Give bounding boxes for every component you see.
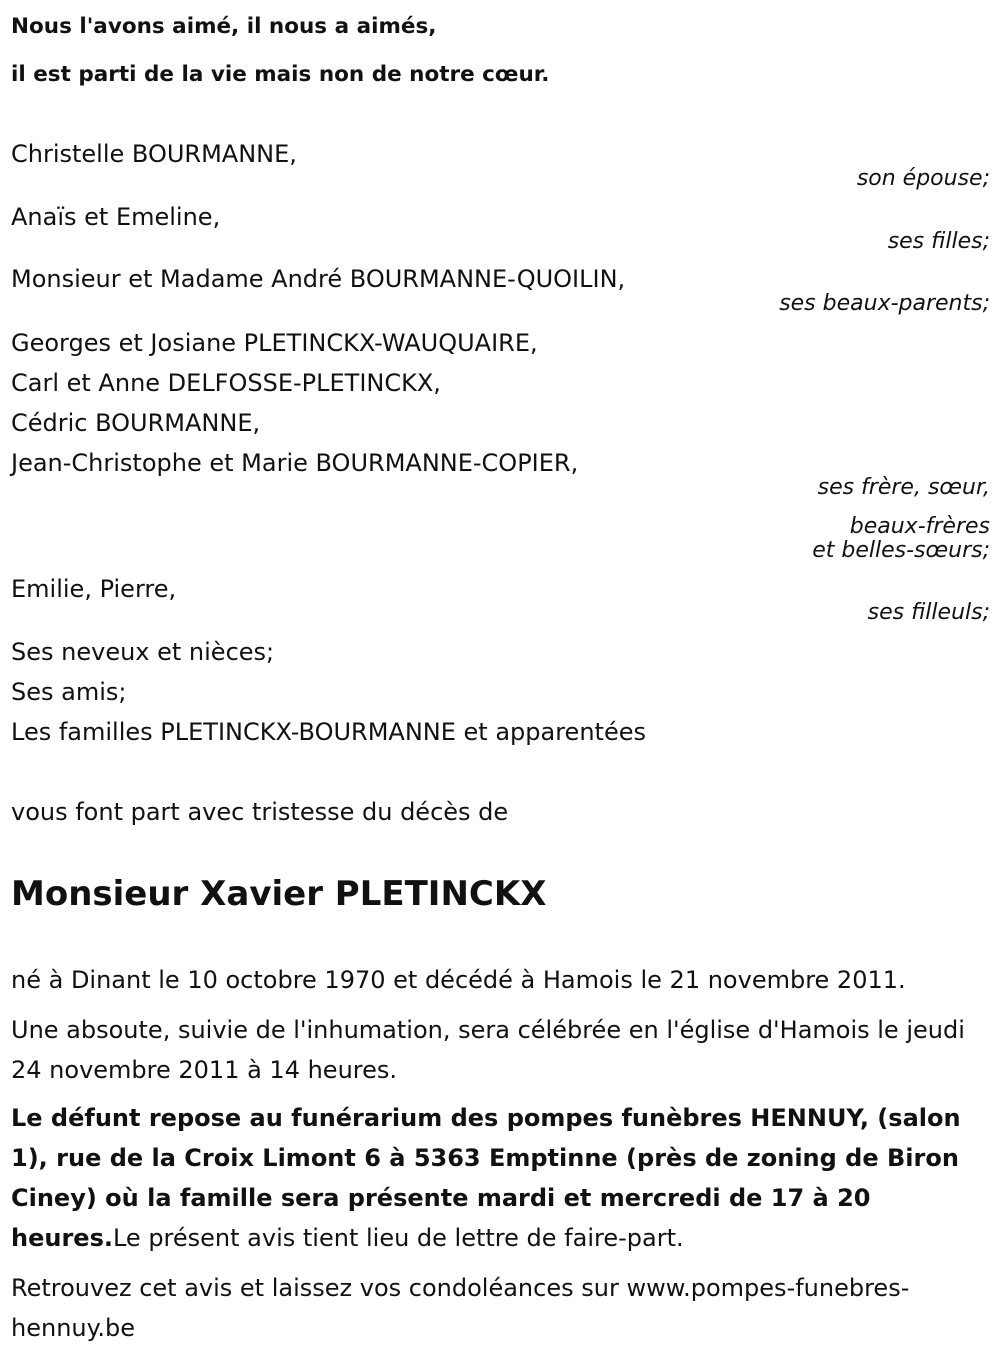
- godchildren-name: Emilie, Pierre,: [11, 575, 177, 603]
- repose-bold: Le défunt repose au funérarium des pompes funèbres HENNUY, (salon 1), rue de la Croix Limont 6 à 5363 Emptinne (près de zoning de Biron Ciney) où la famille sera présente mardi et mercredi de 17 à 20 heures.: [11, 1104, 961, 1252]
- others-1: Ses neveux et nièces;: [11, 638, 275, 666]
- condolences: Retrouvez cet avis et laissez vos condoléances sur www.pompes-funebres-hennuy.be: [11, 1274, 910, 1342]
- repose-normal: Le présent avis tient lieu de lettre de faire-part.: [112, 1224, 684, 1252]
- sibling-3: Cédric BOURMANNE,: [11, 409, 261, 437]
- spouse-role: son épouse;: [856, 166, 990, 191]
- announcement: vous font part avec tristesse du décès de: [11, 798, 509, 826]
- inlaws-role: ses beaux-parents;: [779, 291, 990, 316]
- birth-death: né à Dinant le 10 octobre 1970 et décédé à Hamois le 21 novembre 2011.: [11, 966, 906, 994]
- ceremony: Une absoute, suivie de l'inhumation, sera célébrée en l'église d'Hamois le jeudi 24 novembre 2011 à 14 heures.: [11, 1016, 965, 1084]
- deceased-name: Monsieur Xavier PLETINCKX: [11, 874, 547, 914]
- godchildren-role: ses filleuls;: [867, 600, 990, 625]
- spouse-name: Christelle BOURMANNE,: [11, 140, 297, 168]
- daughters-role: ses filles;: [887, 229, 990, 254]
- others-3: Les familles PLETINCKX-BOURMANNE et apparentées: [11, 718, 646, 746]
- siblings-role-3: et belles-sœurs;: [812, 538, 990, 563]
- sibling-4: Jean-Christophe et Marie BOURMANNE-COPIER,: [11, 449, 579, 477]
- others-2: Ses amis;: [11, 678, 127, 706]
- epigraph-line-2: il est parti de la vie mais non de notre cœur.: [11, 62, 550, 87]
- siblings-role-1: ses frère, sœur,: [817, 475, 990, 500]
- daughters-name: Anaïs et Emeline,: [11, 203, 221, 231]
- sibling-2: Carl et Anne DELFOSSE-PLETINCKX,: [11, 369, 441, 397]
- inlaws-name: Monsieur et Madame André BOURMANNE-QUOILIN,: [11, 265, 626, 293]
- epigraph-line-1: Nous l'avons aimé, il nous a aimés,: [11, 14, 437, 39]
- siblings-role-2: beaux-frères: [849, 514, 990, 539]
- repose-paragraph: [11, 1098, 986, 1258]
- sibling-1: Georges et Josiane PLETINCKX-WAUQUAIRE,: [11, 329, 538, 357]
